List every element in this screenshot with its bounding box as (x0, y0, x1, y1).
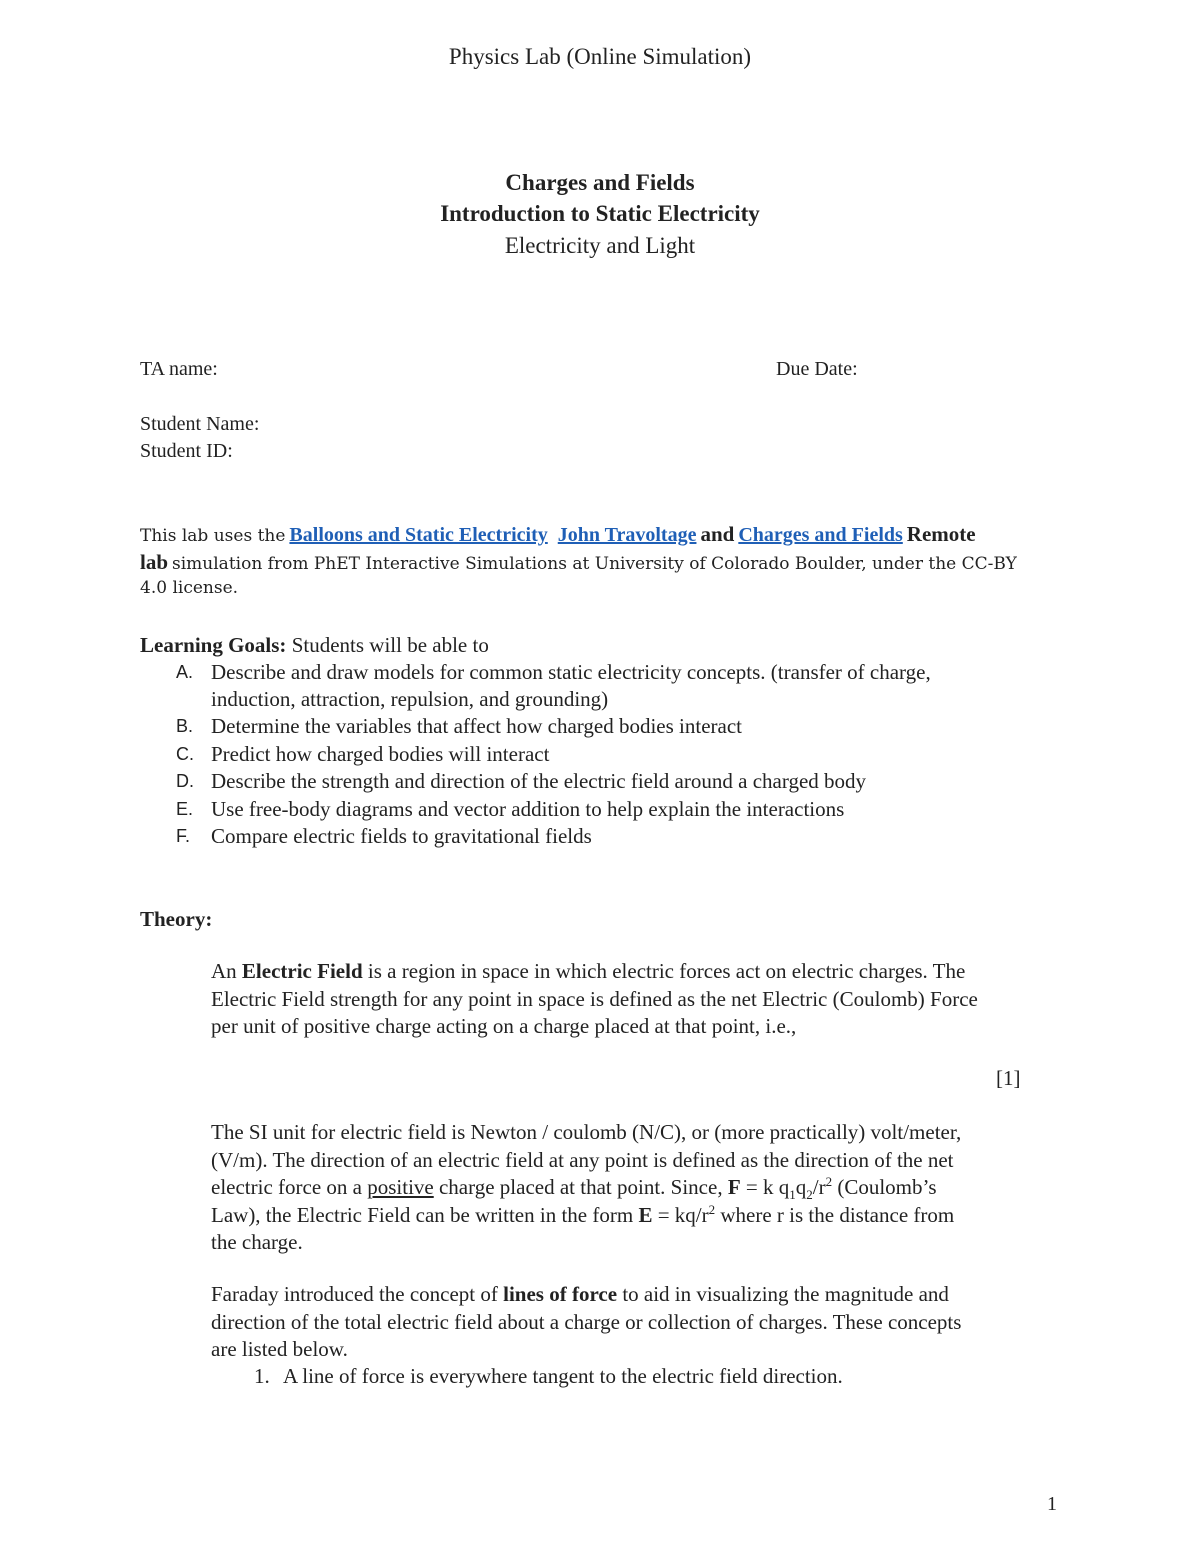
ta-name-label: TA name: (140, 358, 218, 380)
learning-goals-label: Learning Goals: (140, 633, 287, 657)
p3-line-2: direction of the total electric field about a charge or collection of charges. These concepts (211, 1309, 962, 1334)
intro-remote: Remote (906, 522, 976, 546)
goal-text-continued: induction, attraction, repulsion, and grounding) (211, 687, 609, 711)
p1-text-b: is a region in space in which electric forces act on electric charges. The (367, 959, 966, 983)
student-name-label: Student Name: (140, 413, 260, 435)
p2-line-5: the charge. (211, 1230, 303, 1254)
lines-of-force: lines of force (503, 1282, 618, 1306)
title-line-2: Introduction to Static Electricity (440, 201, 760, 226)
equation-number: [1] (996, 1066, 1021, 1090)
theory-paragraph-3 (211, 1281, 1071, 1364)
john-travoltage-link[interactable]: John Travoltage (557, 524, 697, 546)
p1-text-a: An (211, 959, 237, 983)
theory-paragraph-1 (211, 958, 1071, 1041)
p1-line-2: Electric Field strength for any point in space is defined as the net Electric (Coulomb) Force (211, 986, 978, 1011)
positive-underlined: positive (367, 1175, 434, 1199)
p2-line-2: (V/m). The direction of an electric field at any point is defined as the direction of the net (211, 1147, 954, 1172)
goal-text: Determine the variables that affect how charged bodies interact (211, 714, 742, 738)
numbered-list-item (254, 1364, 843, 1389)
goal-letter: A. (176, 662, 194, 682)
intro-line-1 (140, 522, 976, 547)
p1-electric-field: Electric Field (241, 959, 363, 983)
goal-letter: B. (176, 716, 194, 736)
goal-text: Describe the strength and direction of the electric field around a charged body (211, 769, 867, 793)
p1-line-3: per unit of positive charge acting on a charge placed at that point, i.e., (211, 1014, 797, 1038)
field-symbol: E (638, 1202, 653, 1227)
list-text: A line of force is everywhere tangent to the electric field direction. (283, 1364, 843, 1388)
title-line-3: Electricity and Light (504, 233, 696, 258)
p2-line-1: The SI unit for electric field is Newton / coulomb (N/C), or (more practically) volt/meter, (211, 1120, 962, 1144)
intro-prefix: This lab uses the (140, 526, 286, 546)
list-number: 1. (254, 1364, 270, 1388)
goal-text: Use free-body diagrams and vector addition to help explain the interactions (211, 797, 845, 821)
learning-goals-heading (140, 633, 489, 658)
page-header: Physics Lab (Online Simulation) (448, 44, 752, 69)
goal-letter: D. (176, 771, 194, 791)
p2-line-4: Law), the Electric Field can be written in the form $E = kq/r^2$ where r is the distance from (211, 1201, 955, 1227)
goal-letter: F. (176, 826, 191, 846)
student-id-label: Student ID: (140, 440, 233, 462)
goal-text: Describe and draw models for common static electricity concepts. (transfer of charge, (211, 660, 931, 684)
intro-and: and (700, 522, 735, 546)
p2-line-3: electric force on a positive charge placed at that point. Since, F = k $q_1q_2/r^2$ (Coulomb’s (211, 1174, 937, 1203)
due-date-label: Due Date: (776, 358, 858, 380)
goal-letter: E. (176, 799, 194, 819)
force-symbol: F (727, 1175, 741, 1199)
intro-lab: lab (140, 550, 169, 574)
goal-letter: C. (176, 744, 194, 764)
learning-goals-intro: Students will be able to (291, 633, 489, 657)
charges-fields-link[interactable]: Charges and Fields (738, 524, 903, 546)
balloons-link[interactable]: Balloons and Static Electricity (289, 524, 548, 546)
theory-heading: Theory: (140, 907, 213, 931)
title-line-1: Charges and Fields (505, 170, 695, 195)
p3-line-1: Faraday introduced the concept of lines of force to aid in visualizing the magnitude and (211, 1282, 949, 1306)
goal-text: Predict how charged bodies will interact (211, 742, 550, 766)
intro-rest-1: simulation from PhET Interactive Simulations at University of Colorado Boulder, under the CC-BY (172, 554, 1017, 574)
page-number: 1 (1047, 1493, 1057, 1515)
intro-line-3: 4.0 license. (140, 578, 239, 598)
goal-text: Compare electric fields to gravitational fields (211, 824, 592, 848)
theory-paragraph-2 (211, 1119, 1071, 1257)
intro-line-2 (140, 550, 1017, 575)
p3-line-3: are listed below. (211, 1337, 348, 1361)
